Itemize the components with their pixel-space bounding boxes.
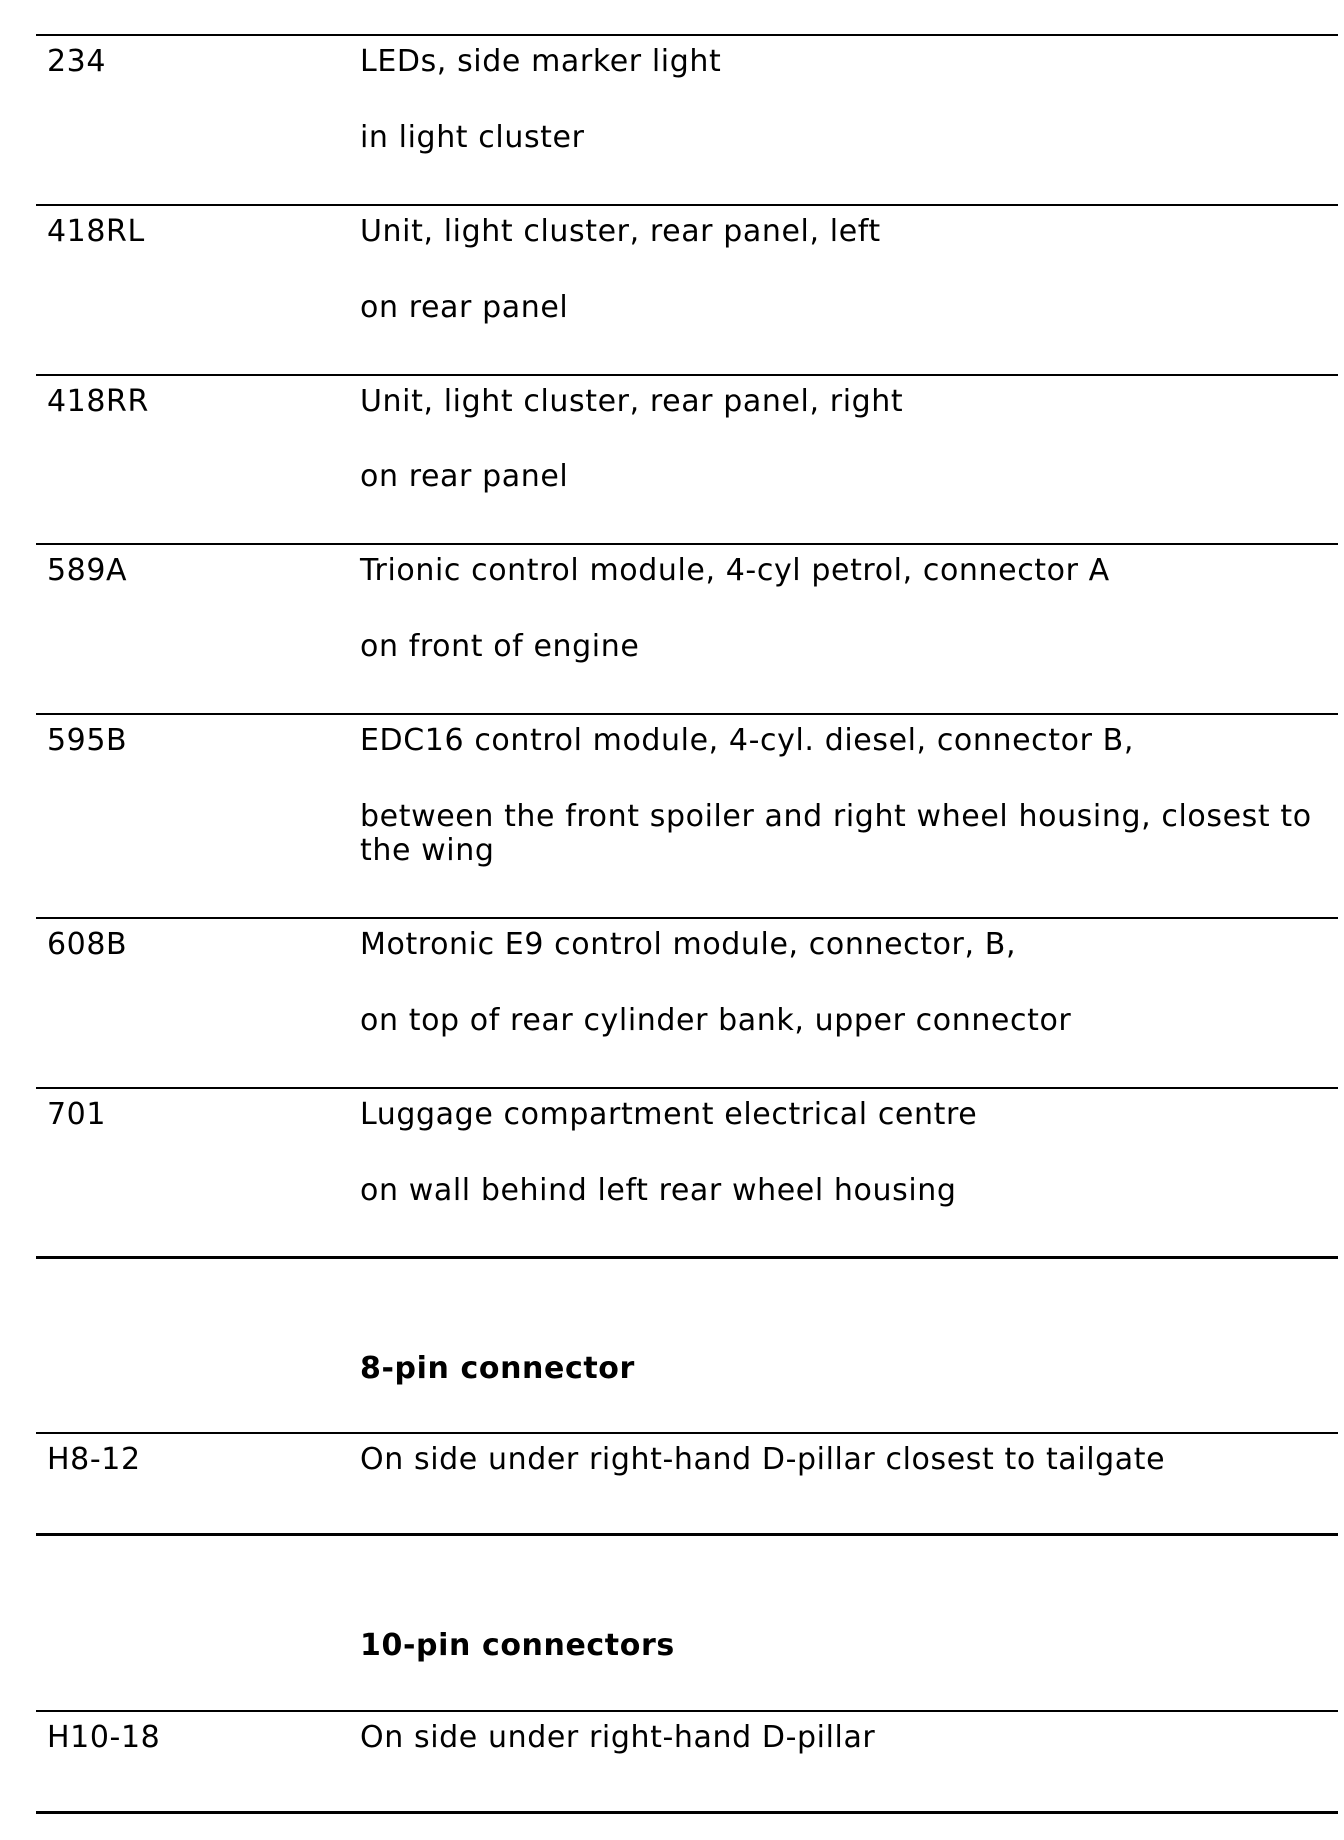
component-description: Unit, light cluster, rear panel, left (360, 214, 881, 249)
row-divider (36, 917, 1338, 919)
component-location: between the front spoiler and right wheel housing, closest to the wing (360, 799, 1312, 868)
connector-code: H8-12 (47, 1442, 141, 1477)
section-heading-10-pin: 10-pin connectors (360, 1628, 675, 1663)
section-heading-8-pin: 8-pin connector (360, 1351, 635, 1386)
row-divider (36, 1432, 1338, 1434)
component-code: 418RL (47, 214, 145, 249)
section-end-rule (36, 1533, 1338, 1536)
component-location: in light cluster (360, 120, 585, 155)
component-location: on rear panel (360, 290, 569, 325)
component-description: Unit, light cluster, rear panel, right (360, 384, 904, 419)
row-divider (36, 374, 1338, 376)
row-divider (36, 34, 1338, 36)
row-divider (36, 713, 1338, 715)
component-description: Trionic control module, 4-cyl petrol, connector A (360, 553, 1110, 588)
component-code: 595B (47, 723, 128, 758)
connector-location: On side under right-hand D-pillar closest to tailgate (360, 1442, 1166, 1477)
component-code: 701 (47, 1097, 107, 1132)
row-divider (36, 543, 1338, 545)
component-location: on wall behind left rear wheel housing (360, 1173, 957, 1208)
component-description: LEDs, side marker light (360, 44, 722, 79)
component-description: Luggage compartment electrical centre (360, 1097, 978, 1132)
component-location: on rear panel (360, 459, 569, 494)
component-code: 234 (47, 44, 107, 79)
connector-code: H10-18 (47, 1720, 161, 1755)
component-description: EDC16 control module, 4-cyl. diesel, connector B, (360, 723, 1134, 758)
component-code: 418RR (47, 384, 149, 419)
component-code: 608B (47, 927, 128, 962)
component-location: on front of engine (360, 629, 640, 664)
row-divider (36, 1710, 1338, 1712)
row-divider (36, 204, 1338, 206)
component-code: 589A (47, 553, 128, 588)
row-divider (36, 1087, 1338, 1089)
component-description: Motronic E9 control module, connector, B, (360, 927, 1017, 962)
component-location: on top of rear cylinder bank, upper connector (360, 1003, 1072, 1038)
section-end-rule (36, 1811, 1338, 1814)
table-end-rule (36, 1256, 1338, 1259)
connector-location: On side under right-hand D-pillar (360, 1720, 876, 1755)
